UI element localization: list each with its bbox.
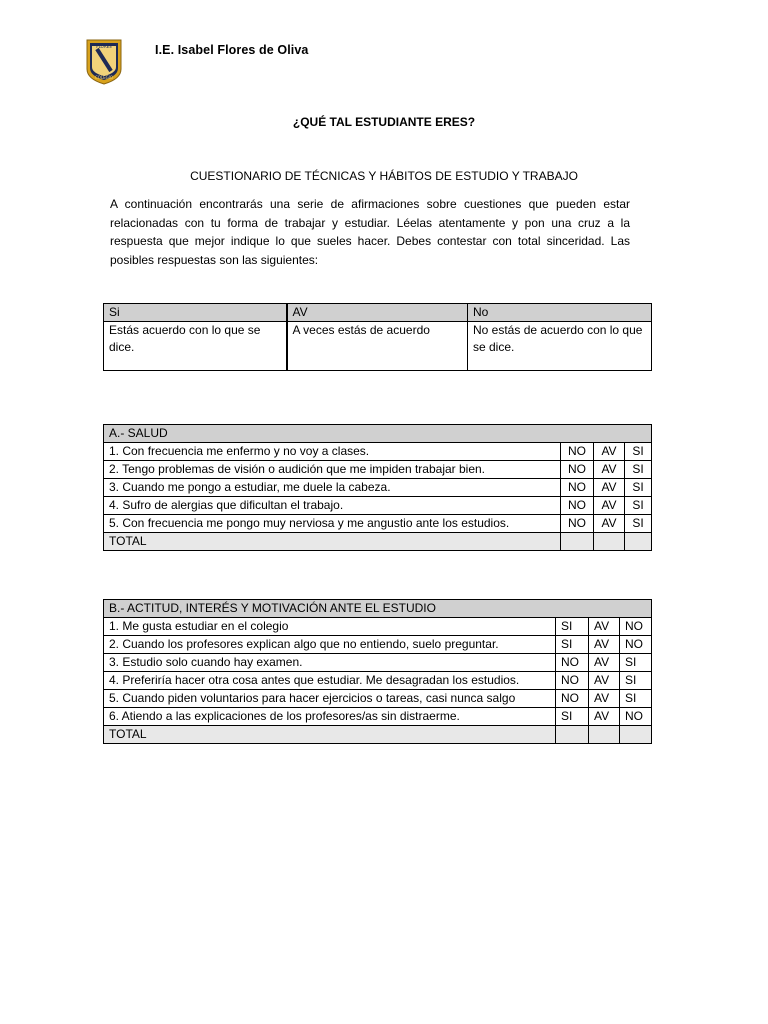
total-label: TOTAL	[104, 726, 556, 744]
answer-cell[interactable]: AV	[589, 654, 620, 672]
total-label: TOTAL	[104, 533, 561, 551]
section-a-table	[103, 424, 652, 551]
answer-cell[interactable]: SI	[625, 497, 652, 515]
answer-cell[interactable]: SI	[625, 479, 652, 497]
answer-cell[interactable]: NO	[561, 515, 594, 533]
table-row	[104, 618, 652, 636]
legend-header-av: AV	[287, 304, 468, 322]
answer-cell[interactable]: AV	[589, 672, 620, 690]
answer-cell[interactable]: AV	[594, 515, 625, 533]
answer-cell[interactable]: SI	[620, 654, 652, 672]
question-text: 3. Cuando me pongo a estudiar, me duele la cabeza.	[104, 479, 561, 497]
answer-cell[interactable]: SI	[620, 672, 652, 690]
answer-cell[interactable]: SI	[556, 708, 589, 726]
total-row	[104, 533, 652, 551]
total-row	[104, 726, 652, 744]
legend-header-si: Si	[104, 304, 287, 322]
question-text: 4. Preferiría hacer otra cosa antes que estudiar. Me desagradan los estudios.	[104, 672, 556, 690]
question-text: 6. Atiendo a las explicaciones de los profesores/as sin distraerme.	[104, 708, 556, 726]
section-b-title: B.- ACTITUD, INTERÉS Y MOTIVACIÓN ANTE EL ESTUDIO	[104, 600, 652, 618]
legend-description-row	[104, 322, 652, 371]
table-row	[104, 636, 652, 654]
section-a-header-row	[104, 425, 652, 443]
svg-text:COLEGIO: COLEGIO	[94, 75, 114, 80]
table-row	[104, 654, 652, 672]
total-cell[interactable]	[594, 533, 625, 551]
question-text: 3. Estudio solo cuando hay examen.	[104, 654, 556, 672]
total-cell[interactable]	[561, 533, 594, 551]
answer-cell[interactable]: SI	[556, 618, 589, 636]
table-row	[104, 497, 652, 515]
table-row	[104, 515, 652, 533]
table-row	[104, 461, 652, 479]
answer-cell[interactable]: NO	[561, 461, 594, 479]
total-cell[interactable]	[625, 533, 652, 551]
answer-cell[interactable]: AV	[589, 636, 620, 654]
school-name: I.E. Isabel Flores de Oliva	[155, 43, 309, 57]
answer-cell[interactable]: NO	[556, 654, 589, 672]
answer-cell[interactable]: NO	[561, 497, 594, 515]
total-cell[interactable]	[556, 726, 589, 744]
question-text: 5. Cuando piden voluntarios para hacer ejercicios o tareas, casi nunca salgo	[104, 690, 556, 708]
section-a-title: A.- SALUD	[104, 425, 652, 443]
answer-cell[interactable]: NO	[620, 708, 652, 726]
answer-cell[interactable]: SI	[556, 636, 589, 654]
answer-cell[interactable]: AV	[594, 443, 625, 461]
answer-cell[interactable]: NO	[556, 690, 589, 708]
answer-cell[interactable]: SI	[625, 443, 652, 461]
intro-paragraph: A continuación encontrarás una serie de afirmaciones sobre cuestiones que pueden estar relacionadas con tu forma de trabajar y estudiar. Léelas atentamente y pon una cruz a la respuesta que mejor indique lo que sueles hacer. Debes contestar con total sinceridad. Las posibles respuestas son las siguientes:	[110, 197, 630, 267]
school-logo	[86, 39, 122, 85]
answer-cell[interactable]: AV	[589, 690, 620, 708]
table-row	[104, 443, 652, 461]
legend-desc-si: Estás acuerdo con lo que se dice.	[104, 322, 287, 371]
legend-header-row	[104, 304, 652, 322]
question-text: 2. Cuando los profesores explican algo que no entiendo, suelo preguntar.	[104, 636, 556, 654]
answer-cell[interactable]: SI	[625, 515, 652, 533]
total-cell[interactable]	[620, 726, 652, 744]
table-row	[104, 479, 652, 497]
answer-cell[interactable]: AV	[589, 618, 620, 636]
table-row	[104, 690, 652, 708]
page-title: ¿QUÉ TAL ESTUDIANTE ERES?	[292, 115, 476, 129]
answer-cell[interactable]: SI	[620, 690, 652, 708]
answer-cell[interactable]: NO	[561, 443, 594, 461]
total-cell[interactable]	[589, 726, 620, 744]
section-b-table	[103, 599, 652, 744]
answer-cell[interactable]: AV	[594, 497, 625, 515]
answer-cell[interactable]: NO	[556, 672, 589, 690]
questionnaire-subtitle: CUESTIONARIO DE TÉCNICAS Y HÁBITOS DE ESTUDIO Y TRABAJO	[190, 169, 578, 183]
table-row	[104, 708, 652, 726]
answer-cell[interactable]: AV	[594, 479, 625, 497]
answer-cell[interactable]: NO	[561, 479, 594, 497]
answer-cell[interactable]: NO	[620, 618, 652, 636]
answer-cell[interactable]: NO	[620, 636, 652, 654]
table-row	[104, 672, 652, 690]
question-text: 1. Con frecuencia me enfermo y no voy a clases.	[104, 443, 561, 461]
question-text: 1. Me gusta estudiar en el colegio	[104, 618, 556, 636]
answer-cell[interactable]: SI	[625, 461, 652, 479]
answer-cell[interactable]: AV	[594, 461, 625, 479]
legend-desc-av: A veces estás de acuerdo	[287, 322, 468, 371]
question-text: 4. Sufro de alergias que dificultan el trabajo.	[104, 497, 561, 515]
answer-legend-table	[103, 303, 652, 371]
svg-text:FLORES: FLORES	[96, 44, 112, 49]
section-b-header-row	[104, 600, 652, 618]
question-text: 5. Con frecuencia me pongo muy nerviosa y me angustio ante los estudios.	[104, 515, 561, 533]
answer-cell[interactable]: AV	[589, 708, 620, 726]
question-text: 2. Tengo problemas de visión o audición que me impiden trabajar bien.	[104, 461, 561, 479]
legend-header-no: No	[468, 304, 652, 322]
legend-desc-no: No estás de acuerdo con lo que se dice.	[468, 322, 652, 371]
